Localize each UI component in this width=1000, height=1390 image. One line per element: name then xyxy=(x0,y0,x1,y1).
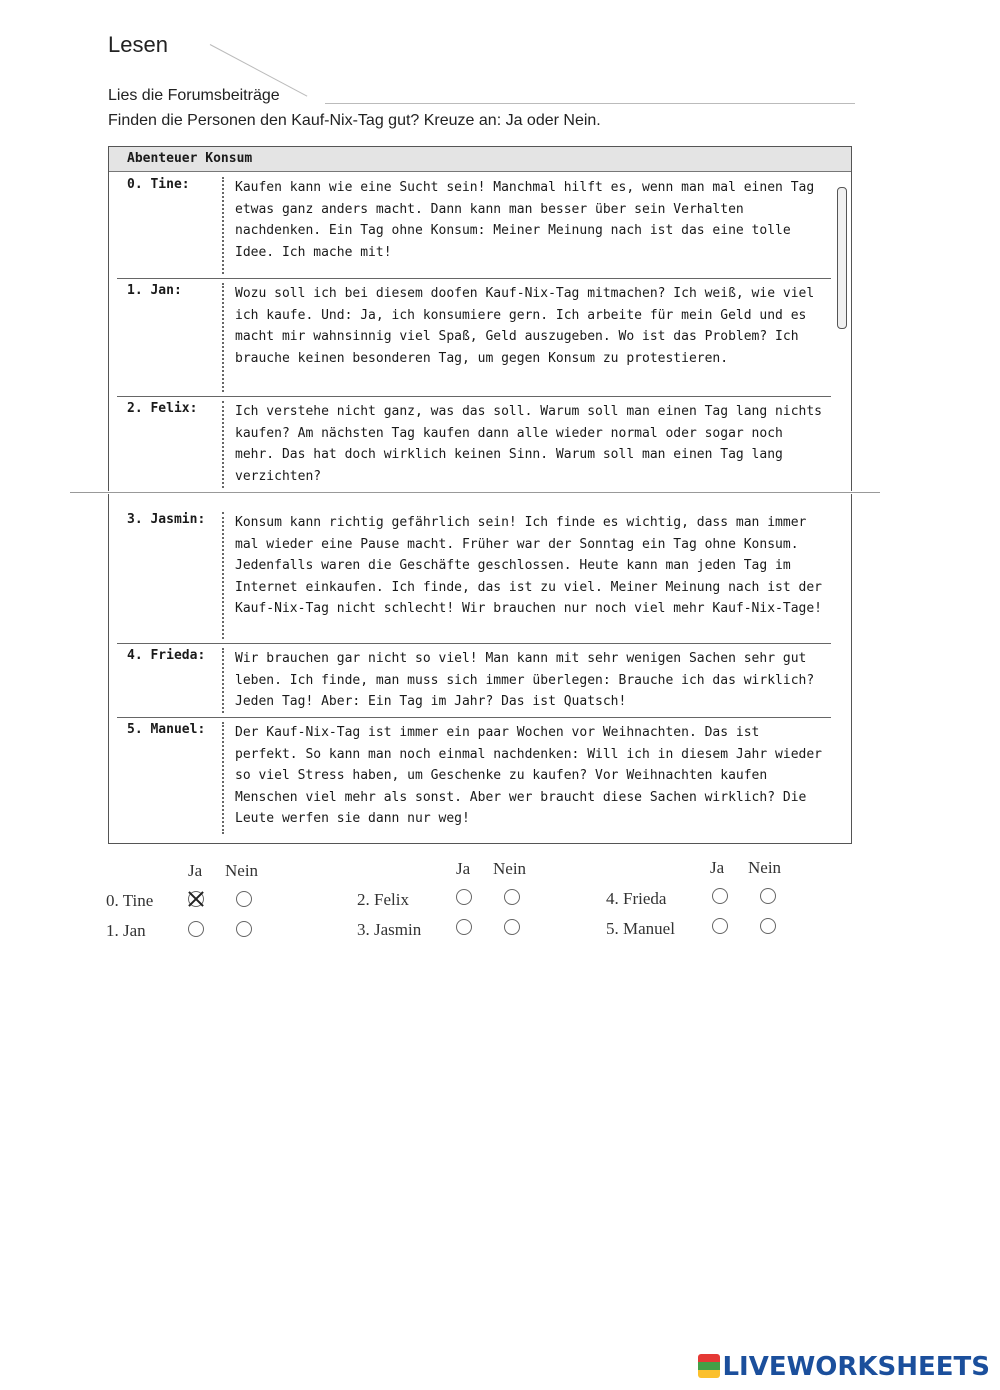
forum-post-jasmin xyxy=(117,508,831,644)
answer-label-felix: 2. Felix xyxy=(357,890,409,909)
post-text: Kaufen kann wie eine Sucht sein! Manchmal hilft es, wenn man mal einen Tag etwas ganz anders macht. Dann kann man besser über sein Verhalten nachdenken. Ein Tag ohne Konsum: Meiner Meinung nach ist das eine tolle Idee. Ich mache mit! xyxy=(235,180,815,260)
answer-label-frieda: 4. Frieda xyxy=(606,889,667,908)
radio-tine-ja[interactable] xyxy=(188,891,204,907)
brand-logo-icon xyxy=(698,1354,720,1378)
radio-manuel-ja[interactable] xyxy=(712,918,728,934)
post-text: Konsum kann richtig gefährlich sein! Ich finde es wichtig, dass man immer mal wieder eine Pause macht. Früher war der Sonntag ein Tag ohne Konsum. Jedenfalls waren die Geschäfte geschlossen. Heute kann man jeden Tag im Internet einkaufen. Ich finde, das ist zu viel. Meiner Meinung nach ist der Kauf-Nix-Tag nicht schlecht! Wir brauchen nur noch viel mehr Kauf-Nix-Tage! xyxy=(235,515,822,616)
forum-post-felix xyxy=(117,397,831,492)
post-divider xyxy=(222,283,224,392)
post-divider xyxy=(222,401,224,488)
post-divider xyxy=(222,722,224,834)
post-text: Ich verstehe nicht ganz, was das soll. Warum soll man einen Tag lang nichts kaufen? Am nächsten Tag kaufen dann alle wieder normal oder sogar noch mehr. Das hat doch wirklich keinen Sinn. Warum soll man einen Tag lang verzichten? xyxy=(235,404,822,484)
instruction-line-1: Lies die Forumsbeiträge xyxy=(108,87,280,104)
radio-frieda-nein[interactable] xyxy=(760,888,776,904)
forum-post-tine xyxy=(117,173,831,279)
brand-name: LIVEWORKSHEETS xyxy=(722,1352,990,1382)
radio-manuel-nein[interactable] xyxy=(760,918,776,934)
post-author: 1. Jan: xyxy=(127,283,182,298)
post-author: 0. Tine: xyxy=(127,177,190,192)
yes-header: Ja xyxy=(710,858,725,877)
forum-scrollbar[interactable] xyxy=(837,187,847,329)
post-divider xyxy=(222,177,224,274)
radio-jan-ja[interactable] xyxy=(188,921,204,937)
post-text: Wozu soll ich bei diesem doofen Kauf-Nix-Tag mitmachen? Ich weiß, wie viel ich kaufe. Und: Ja, ich konsumiere gern. Ich arbeite für mein Geld und es macht mir wahnsinnig viel Spaß, Geld auszugeben. Wo ist das Problem? Ich brauche keinen besonderen Tag, um gegen Konsum zu protestieren. xyxy=(235,286,815,366)
radio-tine-nein[interactable] xyxy=(236,891,252,907)
scan-cut-line xyxy=(70,492,880,493)
post-author: 3. Jasmin: xyxy=(127,512,206,527)
forum-title: Abenteuer Konsum xyxy=(109,147,851,172)
post-author: 4. Frieda: xyxy=(127,648,206,663)
post-author: 2. Felix: xyxy=(127,401,198,416)
radio-jasmin-ja[interactable] xyxy=(456,919,472,935)
forum-post-manuel xyxy=(117,718,831,838)
radio-jasmin-nein[interactable] xyxy=(504,919,520,935)
brand-watermark xyxy=(698,1352,990,1382)
post-text: Wir brauchen gar nicht so viel! Man kann mit sehr wenigen Sachen sehr gut leben. Ich finde, man muss sich immer überlegen: Brauche ich das wirklich? Jeden Tag! Aber: Ein Tag im Jahr? Das ist Quatsch! xyxy=(235,651,815,709)
no-header: Nein xyxy=(493,859,527,878)
radio-frieda-ja[interactable] xyxy=(712,888,728,904)
radio-felix-nein[interactable] xyxy=(504,889,520,905)
forum-box-lower xyxy=(108,494,852,844)
answer-label-jan: 1. Jan xyxy=(106,921,146,940)
post-divider xyxy=(222,512,224,639)
no-header: Nein xyxy=(748,858,782,877)
instruction-line-2: Finden die Personen den Kauf-Nix-Tag gut? Kreuze an: Ja oder Nein. xyxy=(108,112,601,129)
post-text: Der Kauf-Nix-Tag ist immer ein paar Wochen vor Weihnachten. Das ist perfekt. So kann man noch einmal nachdenken: Will ich in diesem Jahr wieder so viel Stress haben, um Geschenke zu kaufen? Vor Weihnachten kaufen Menschen viel mehr als sonst. Aber wer braucht diese Sachen wirklich? Die Leute werfen sie dann nur weg! xyxy=(235,725,822,826)
answer-label-jasmin: 3. Jasmin xyxy=(357,920,422,939)
post-divider xyxy=(222,648,224,713)
forum-post-jan xyxy=(117,279,831,397)
no-header: Nein xyxy=(225,861,259,880)
forum-box-upper xyxy=(108,146,852,491)
yes-header: Ja xyxy=(456,859,471,878)
answer-label-tine: 0. Tine xyxy=(106,891,154,910)
radio-felix-ja[interactable] xyxy=(456,889,472,905)
page-heading: Lesen xyxy=(108,32,168,57)
answer-label-manuel: 5. Manuel xyxy=(606,919,675,938)
forum-post-frieda xyxy=(117,644,831,718)
post-author: 5. Manuel: xyxy=(127,722,206,737)
radio-jan-nein[interactable] xyxy=(236,921,252,937)
yes-header: Ja xyxy=(188,861,203,880)
scan-artifact xyxy=(325,103,855,104)
